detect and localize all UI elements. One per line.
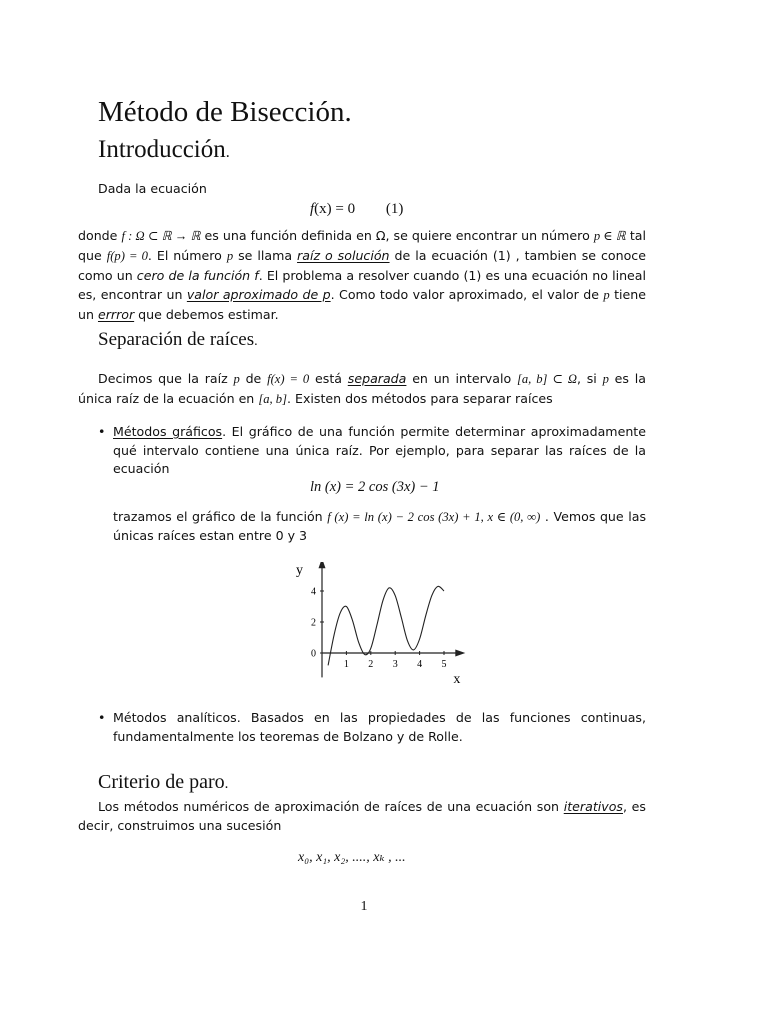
y-tick-label: 0 xyxy=(311,648,316,660)
x-tick-label: 1 xyxy=(343,659,349,670)
x-tick-label: 2 xyxy=(368,659,374,670)
intro-paragraph: donde f : Ω ⊂ ℝ → ℝ es una función definida en Ω, se quiere encontrar un número p ∈ ℝ tal que f(p) = 0. El número p se llama raíz o solución de la ecuación (1) , tambien se conoce como un cero de la función f. El problema a resolver cuando (1) es una ecuación no lineal es, encontrar un valor aproximado de p. Como todo valor aproximado, el valor de p tiene un errror que debemos estimar. xyxy=(78,228,647,322)
term-valor-aproximado: valor aproximado de p xyxy=(186,287,331,302)
section-heading-separacion: Separación de raíces. xyxy=(98,329,258,350)
equation-ln-cos: ln (x) = 2 cos (3x) − 1 xyxy=(310,479,440,495)
function-plot xyxy=(290,562,470,686)
term-cero-de-la-funcion: cero de la función f xyxy=(136,268,259,283)
equation-1: f(x) = 0 (1) xyxy=(310,201,404,217)
bullet-metodos-analiticos: Métodos analíticos. Basados en las propiedades de las funciones continuas, fundamentalmente los teoremas de Bolzano y de Rolle. xyxy=(113,710,646,744)
term-error: errror xyxy=(97,307,135,322)
x-axis-label: x xyxy=(453,672,461,686)
bullet-marker: • xyxy=(98,424,106,439)
bullet-metodos-graficos: Métodos gráficos. El gráfico de una función permite determinar aproximadamente qué intervalo contiene una única raíz. Por ejemplo, para separar las raíces de la ecuación xyxy=(113,424,646,476)
term-separada: separada xyxy=(347,371,407,386)
y-axis-arrow xyxy=(319,562,326,568)
section-heading-criterio: Criterio de paro. xyxy=(98,771,229,793)
sequence-expression: x₀, x₁, x₂, ...., xₖ , ... xyxy=(298,850,406,865)
intro-lead: Dada la ecuación xyxy=(98,181,207,196)
section-heading-introduccion: Introducción. xyxy=(98,136,230,163)
separacion-paragraph: Decimos que la raíz p de f(x) = 0 está separada en un intervalo [a, b] ⊂ Ω, si p es la única raíz de la ecuación en [a, b]. Existen dos métodos para separar raíces xyxy=(78,371,646,406)
bullet-metodos-graficos-cont: trazamos el gráfico de la función f (x) = ln (x) − 2 cos (3x) + 1, x ∈ (0, ∞) . Vemos que las únicas raíces estan entre 0 y 3 xyxy=(113,509,646,543)
x-tick-label: 4 xyxy=(417,659,423,670)
term-iterativos: iterativos xyxy=(563,799,623,814)
y-axis-label: y xyxy=(296,563,303,579)
x-tick-label: 5 xyxy=(441,659,447,670)
y-tick-label: 2 xyxy=(311,617,316,629)
page-number: 1 xyxy=(360,899,368,914)
criterio-paragraph: Los métodos numéricos de aproximación de raíces de una ecuación son iterativos, es decir, construimos una sucesión xyxy=(78,799,646,833)
term-raiz-o-solucion: raíz o solución xyxy=(297,248,390,263)
x-tick-label: 3 xyxy=(392,659,398,670)
y-tick-label: 4 xyxy=(311,586,316,598)
x-axis-arrow xyxy=(455,650,465,657)
document-title: Método de Bisección. xyxy=(98,96,352,128)
bullet-marker: • xyxy=(98,710,106,725)
